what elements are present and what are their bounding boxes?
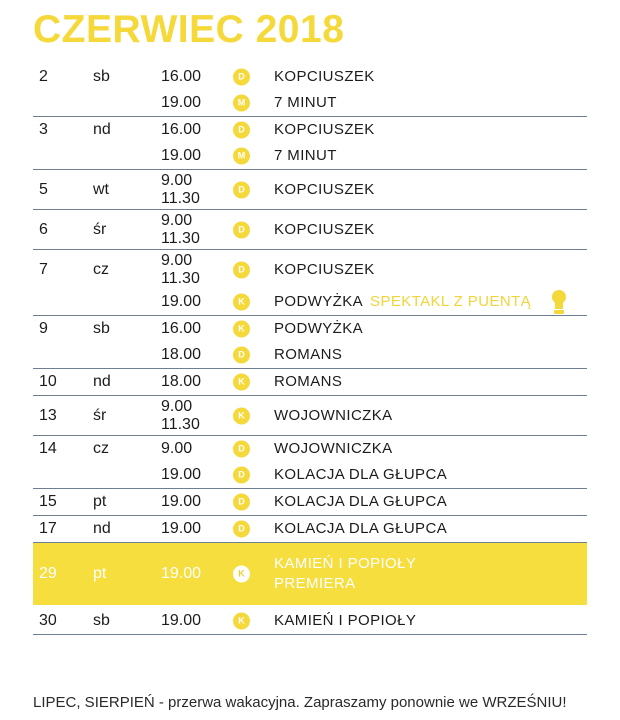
weekday: cz [93, 440, 109, 457]
stage-badge-icon: K [233, 321, 250, 338]
weekday: nd [93, 520, 111, 537]
time-value: 9.00 [161, 211, 193, 229]
weekday: sb [93, 68, 110, 85]
stage-badge-icon: D [233, 521, 250, 538]
schedule-row [33, 250, 587, 289]
show-name: KOLACJA DLA GŁUPCA [274, 520, 448, 537]
show-time [161, 520, 201, 538]
time-value: 19.00 [161, 466, 202, 483]
schedule-row [33, 396, 587, 435]
show-name: WOJOWNICZKA [274, 440, 393, 457]
stage-badge-icon: D [233, 69, 250, 86]
stage-badge-icon: K [233, 566, 250, 583]
show-name: WOJOWNICZKA [274, 406, 393, 424]
schedule-table [33, 64, 587, 635]
show-time [161, 612, 201, 630]
day-number: 9 [39, 320, 48, 337]
show-name: KOPCIUSZEK [274, 121, 375, 138]
weekday: śr [93, 406, 107, 424]
schedule-row [33, 170, 587, 209]
show-title [274, 467, 447, 483]
show-time [161, 493, 201, 511]
show-time [161, 94, 201, 112]
day-number: 6 [39, 220, 48, 238]
stage-badge-icon: K [233, 374, 250, 391]
show-name: KOPCIUSZEK [274, 180, 375, 198]
schedule-day-group [33, 436, 587, 489]
time-value-second: 11.30 [161, 229, 200, 247]
schedule-day-group [33, 516, 587, 543]
show-time [161, 320, 201, 338]
show-title [274, 347, 342, 363]
show-title [274, 613, 416, 629]
schedule-day-group [33, 117, 587, 170]
day-number: 3 [39, 121, 48, 138]
show-title [274, 182, 375, 198]
stage-badge-icon: K [233, 294, 250, 311]
time-value: 18.00 [161, 373, 202, 390]
lightbulb-icon [550, 289, 568, 315]
schedule-row [33, 436, 587, 462]
show-name: 7 MINUT [274, 147, 337, 164]
schedule-day-group [33, 210, 587, 250]
time-value: 19.00 [161, 612, 202, 629]
show-title [274, 494, 447, 510]
time-value: 9.00 [161, 171, 193, 189]
stage-badge-icon: D [233, 261, 250, 278]
schedule-day-group [33, 608, 587, 635]
schedule-day-group [33, 489, 587, 516]
stage-badge-icon: D [233, 181, 250, 198]
weekday: cz [93, 260, 109, 278]
show-title [274, 408, 393, 424]
schedule-row [33, 64, 587, 90]
show-title [274, 262, 375, 278]
stage-badge-icon: D [233, 494, 250, 511]
show-name: ROMANS [274, 373, 343, 390]
time-value-second: 11.30 [161, 269, 200, 287]
weekday: sb [93, 612, 110, 629]
show-tag: SPEKTAKL Z PUENTĄ [370, 293, 532, 310]
schedule-row [33, 210, 587, 249]
show-time [161, 398, 200, 434]
schedule-row [33, 489, 587, 515]
show-title [274, 148, 337, 164]
stage-badge-icon: K [233, 613, 250, 630]
show-time [161, 373, 201, 391]
show-title [274, 95, 337, 111]
show-time [161, 172, 200, 208]
weekday: pt [93, 493, 107, 510]
schedule-day-group [33, 369, 587, 396]
time-value: 19.00 [161, 493, 202, 510]
schedule-row [33, 543, 587, 605]
show-name: ROMANS [274, 346, 343, 363]
show-name: 7 MINUT [274, 94, 337, 111]
schedule-day-group [33, 543, 587, 605]
time-value: 19.00 [161, 94, 202, 111]
weekday: pt [93, 565, 107, 582]
schedule-day-group [33, 250, 587, 316]
show-name: PODWYŻKA [274, 293, 364, 310]
time-value: 9.00 [161, 440, 193, 457]
stage-badge-icon: D [233, 221, 250, 238]
schedule-day-group [33, 170, 587, 210]
show-time [161, 565, 201, 583]
time-value: 16.00 [161, 68, 202, 85]
time-value: 19.00 [161, 293, 202, 310]
show-title [274, 222, 375, 238]
schedule-row [33, 462, 587, 488]
schedule-day-group [33, 316, 587, 369]
stage-badge-icon: M [233, 95, 250, 112]
show-time [161, 440, 192, 458]
schedule-day-group [33, 396, 587, 436]
weekday: wt [93, 180, 109, 198]
time-value-second: 11.30 [161, 189, 200, 207]
time-value-second: 11.30 [161, 415, 200, 433]
day-number: 13 [39, 406, 57, 424]
show-name: KOPCIUSZEK [274, 68, 375, 85]
show-time [161, 68, 201, 86]
footer-note: LIPEC, SIERPIEŃ - przerwa wakacyjna. Zapraszamy ponownie we WRZEŚNIU! [33, 694, 567, 711]
show-time [161, 121, 201, 139]
show-name: KAMIEŃ I POPIOŁY [274, 555, 417, 572]
show-time [161, 147, 201, 165]
stage-badge-icon: D [233, 441, 250, 458]
schedule-row [33, 516, 587, 542]
show-title [274, 374, 342, 390]
day-number: 7 [39, 260, 48, 278]
time-value: 19.00 [161, 565, 202, 582]
day-number: 30 [39, 612, 57, 629]
day-number: 14 [39, 440, 57, 457]
day-number: 15 [39, 493, 57, 510]
stage-badge-icon: M [233, 148, 250, 165]
show-title [274, 69, 375, 85]
show-title [274, 554, 416, 594]
schedule-row [33, 316, 587, 342]
show-name: KOLACJA DLA GŁUPCA [274, 466, 448, 483]
stage-badge-icon: K [233, 407, 250, 424]
show-name: KOPCIUSZEK [274, 260, 375, 278]
show-time [161, 346, 201, 364]
weekday: nd [93, 373, 111, 390]
show-title [274, 122, 375, 138]
schedule-row [33, 117, 587, 143]
schedule-row [33, 608, 587, 634]
stage-badge-icon: D [233, 122, 250, 139]
day-number: 5 [39, 180, 48, 198]
weekday: nd [93, 121, 111, 138]
show-name: PODWYŻKA [274, 320, 364, 337]
show-subtitle: PREMIERA [274, 575, 356, 592]
day-number: 17 [39, 520, 57, 537]
schedule-day-group [33, 64, 587, 117]
time-value: 18.00 [161, 346, 202, 363]
show-title [274, 441, 393, 457]
time-value: 9.00 [161, 397, 193, 415]
show-time [161, 212, 200, 248]
day-number: 2 [39, 68, 48, 85]
show-name: KOPCIUSZEK [274, 220, 375, 238]
show-name: KAMIEŃ I POPIOŁY [274, 612, 417, 629]
show-time [161, 293, 201, 311]
schedule-row [33, 342, 587, 368]
schedule-row [33, 143, 587, 169]
time-value: 19.00 [161, 520, 202, 537]
stage-badge-icon: D [233, 467, 250, 484]
stage-badge-icon: D [233, 347, 250, 364]
show-name: KOLACJA DLA GŁUPCA [274, 493, 448, 510]
weekday: sb [93, 320, 110, 337]
time-value: 19.00 [161, 147, 202, 164]
show-title [274, 521, 447, 537]
show-time [161, 466, 201, 484]
weekday: śr [93, 220, 107, 238]
schedule-row [33, 289, 587, 315]
page-title: CZERWIEC 2018 [33, 8, 345, 51]
show-time [161, 252, 200, 288]
time-value: 16.00 [161, 320, 202, 337]
day-number: 29 [39, 565, 57, 582]
show-title [274, 294, 531, 310]
show-title [274, 321, 363, 337]
schedule-row [33, 90, 587, 116]
schedule-row [33, 369, 587, 395]
day-number: 10 [39, 373, 57, 390]
time-value: 9.00 [161, 251, 193, 269]
time-value: 16.00 [161, 121, 202, 138]
